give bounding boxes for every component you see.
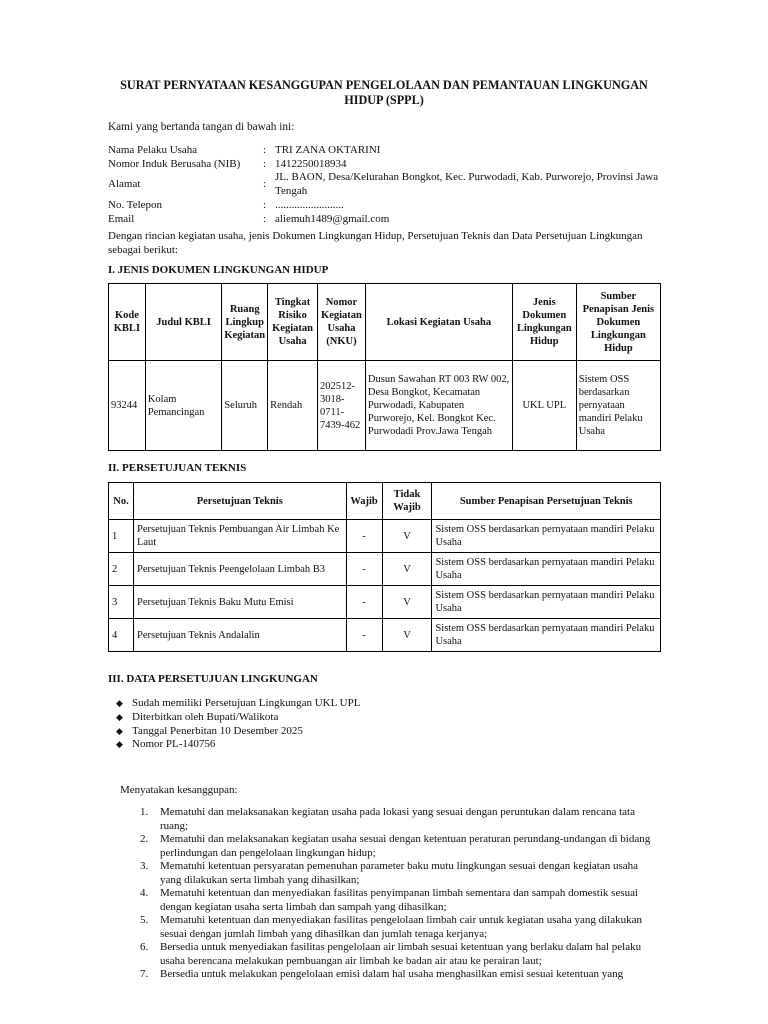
no-cell: 3	[109, 586, 134, 619]
table-header-row	[109, 284, 661, 361]
list-item	[140, 914, 660, 941]
column-header: Jenis Dokumen Lingkungan Hidup	[512, 284, 576, 361]
list-item-text: Mematuhi dan melaksanakan kegiatan usaha sesuai dengan ketentuan peraturan perundang-undangan di bidang perlindungan dan pengelolaan lingkungan hidup;	[160, 833, 651, 859]
identity-value: JL. BAON, Desa/Kelurahan Bongkot, Kec. Purwodadi, Kab. Purworejo, Provinsi Jawa Tengah	[275, 171, 659, 197]
identity-colon: :	[263, 144, 267, 156]
column-header: Wajib	[346, 483, 382, 520]
list-item	[140, 941, 660, 968]
tidak-wajib-cell: V	[382, 586, 432, 619]
section-heading-jenis-dokumen: I. JENIS DOKUMEN LINGKUNGAN HIDUP	[108, 264, 329, 276]
list-item-text: Mematuhi ketentuan persyaratan pemenuhan parameter baku mutu lingkungan sesuai dengan kegiatan usaha yang dilakukan serta limbah yang dihasilkan;	[160, 860, 639, 886]
table-row	[109, 586, 661, 619]
judul-kbli-cell: Kolam Pemancingan	[145, 361, 222, 451]
list-item-text: Diterbitkan oleh Bupati/Walikota	[132, 710, 279, 723]
column-header: Judul KBLI	[145, 284, 222, 361]
sumber-cell: Sistem OSS berdasarkan pernyataan mandiri Pelaku Usaha	[432, 553, 661, 586]
sumber-cell: Sistem OSS berdasarkan pernyataan mandiri Pelaku Usaha	[432, 586, 661, 619]
intro-text: Kami yang bertanda tangan di bawah ini:	[108, 121, 295, 133]
lokasi-cell: Dusun Sawahan RT 003 RW 002, Desa Bongkot, Kecamatan Purwodadi, Kabupaten Purworejo, Kel. Bongkot Kec. Purwodadi Prov.Jawa Tengah	[365, 361, 512, 451]
column-header: Nomor Kegiatan Usaha (NKU)	[318, 284, 366, 361]
list-item-text: Bersedia untuk melakukan pengelolaan emisi dalam hal usaha menghasilkan emisi sesuai ketentuan yang	[160, 968, 624, 980]
list-number: 4.	[140, 887, 149, 899]
identity-label: Email	[108, 212, 135, 225]
sumber-penapisan-cell: Sistem OSS berdasarkan pernyataan mandiri Pelaku Usaha	[576, 361, 660, 451]
persetujuan-cell: Persetujuan Teknis Baku Mutu Emisi	[133, 586, 346, 619]
identity-colon: :	[263, 212, 267, 225]
column-header: Tingkat Risiko Kegiatan Usaha	[268, 284, 318, 361]
section-heading-persetujuan-teknis: II. PERSETUJUAN TEKNIS	[108, 462, 247, 474]
wajib-cell: -	[346, 619, 382, 652]
list-item	[116, 711, 360, 725]
kode-kbli-cell: 93244	[109, 361, 146, 451]
identity-row-nama	[108, 144, 670, 158]
persetujuan-lingkungan-list	[116, 697, 360, 752]
identity-value: TRI ZANA OKTARINI	[275, 144, 381, 156]
column-header: Sumber Penapisan Persetujuan Teknis	[432, 483, 661, 520]
diamond-bullet-icon: ◆	[116, 698, 123, 708]
list-item-text: Nomor PL-140756	[132, 738, 216, 751]
tingkat-risiko-cell: Rendah	[268, 361, 318, 451]
tidak-wajib-cell: V	[382, 520, 432, 553]
persetujuan-cell: Persetujuan Teknis Pembuangan Air Limbah Ke Laut	[133, 520, 346, 553]
jenis-dokumen-table	[108, 283, 661, 451]
identity-value: .........................	[275, 199, 344, 211]
list-item	[140, 833, 660, 860]
list-item	[140, 860, 660, 887]
commitment-list	[140, 806, 660, 982]
persetujuan-cell: Persetujuan Teknis Andalalin	[133, 619, 346, 652]
column-header: Ruang Lingkup Kegiatan	[222, 284, 268, 361]
column-header: No.	[109, 483, 134, 520]
list-item-text: Mematuhi ketentuan dan menyediakan fasilitas penyimpanan limbah sementara dan sampah domestik sesuai dengan kegiatan usaha serta limbah dan sampah yang dihasilkan;	[160, 887, 639, 913]
identity-label: Nomor Induk Berusaha (NIB)	[108, 157, 241, 170]
table-row	[109, 520, 661, 553]
jenis-dokumen-cell: UKL UPL	[512, 361, 576, 451]
list-item-text: Mematuhi ketentuan dan menyediakan fasilitas pengelolaan limbah cair untuk kegiatan usaha yang dilakukan sesuai dengan jumlah limbah yang dihasilkan dan jumlah tenaga kerjanya;	[160, 914, 643, 940]
identity-colon: :	[263, 199, 267, 211]
table-header-row	[109, 483, 661, 520]
no-cell: 1	[109, 520, 134, 553]
list-item-text: Bersedia untuk menyediakan fasilitas pengelolaan air limbah sesuai ketentuan yang berlaku dalam hal pelaku usaha berencana melakukan pembuangan air limbah ke badan air atau ke perairan laut;	[160, 941, 642, 967]
table-row	[109, 553, 661, 586]
no-cell: 4	[109, 619, 134, 652]
column-header: Kode KBLI	[109, 284, 146, 361]
column-header: Persetujuan Teknis	[133, 483, 346, 520]
table-row	[109, 361, 661, 451]
identity-value: 1412250018934	[275, 157, 347, 170]
list-item-text: Sudah memiliki Persetujuan Lingkungan UKL UPL	[132, 697, 361, 709]
list-number: 2.	[140, 833, 149, 845]
list-item	[140, 806, 660, 833]
section-heading-persetujuan-lingkungan: III. DATA PERSETUJUAN LINGKUNGAN	[108, 673, 318, 685]
nku-cell: 202512-3018-0711-7439-462	[318, 361, 366, 451]
list-item	[116, 738, 360, 752]
list-number: 6.	[140, 941, 149, 953]
column-header: Sumber Penapisan Jenis Dokumen Lingkungan Hidup	[576, 284, 660, 361]
persetujuan-cell: Persetujuan Teknis Peengelolaan Limbah B3	[133, 553, 346, 586]
sumber-cell: Sistem OSS berdasarkan pernyataan mandiri Pelaku Usaha	[432, 619, 661, 652]
tidak-wajib-cell: V	[382, 619, 432, 652]
identity-colon: :	[263, 157, 267, 170]
list-item	[140, 887, 660, 914]
menyatakan-heading: Menyatakan kesanggupan:	[120, 784, 238, 796]
wajib-cell: -	[346, 553, 382, 586]
identity-row-telepon	[108, 198, 670, 213]
table-row	[109, 619, 661, 652]
identity-row-email	[108, 213, 670, 227]
list-item	[116, 725, 360, 739]
wajib-cell: -	[346, 520, 382, 553]
sumber-cell: Sistem OSS berdasarkan pernyataan mandiri Pelaku Usaha	[432, 520, 661, 553]
wajib-cell: -	[346, 586, 382, 619]
diamond-bullet-icon: ◆	[116, 725, 123, 736]
identity-label: Nama Pelaku Usaha	[108, 144, 198, 156]
no-cell: 2	[109, 553, 134, 586]
identity-colon: :	[263, 177, 267, 190]
identity-table	[108, 144, 670, 226]
identity-value: aliemuh1489@gmail.com	[275, 212, 390, 225]
diamond-bullet-icon: ◆	[116, 711, 123, 722]
column-header: Lokasi Kegiatan Usaha	[365, 284, 512, 361]
list-number: 7.	[140, 968, 149, 980]
diamond-bullet-icon: ◆	[116, 739, 123, 750]
identity-label: No. Telepon	[108, 199, 163, 211]
list-number: 1.	[140, 806, 149, 818]
document-title: SURAT PERNYATAAN KESANGGUPAN PENGELOLAAN DAN PEMANTAUAN LINGKUNGAN HIDUP (SPPL)	[120, 78, 648, 107]
list-item-text: Mematuhi dan melaksanakan kegiatan usaha pada lokasi yang sesuai dengan peruntukan dalam rencana tata ruang;	[160, 806, 635, 832]
identity-row-nib	[108, 158, 670, 172]
list-number: 3.	[140, 860, 149, 872]
column-header: Tidak Wajib	[382, 483, 432, 520]
tidak-wajib-cell: V	[382, 553, 432, 586]
ruang-lingkup-cell: Seluruh	[222, 361, 268, 451]
list-item	[140, 968, 660, 982]
identity-row-alamat	[108, 171, 670, 198]
persetujuan-teknis-table	[108, 482, 661, 652]
identity-label: Alamat	[108, 177, 141, 190]
list-item-text: Tanggal Penerbitan 10 Desember 2025	[132, 724, 303, 737]
list-number: 5.	[140, 914, 149, 926]
list-item	[116, 697, 360, 711]
description-text: Dengan rincian kegiatan usaha, jenis Dokumen Lingkungan Hidup, Persetujuan Teknis dan Data Persetujuan Lingkungan sebagai berikut:	[108, 230, 643, 256]
